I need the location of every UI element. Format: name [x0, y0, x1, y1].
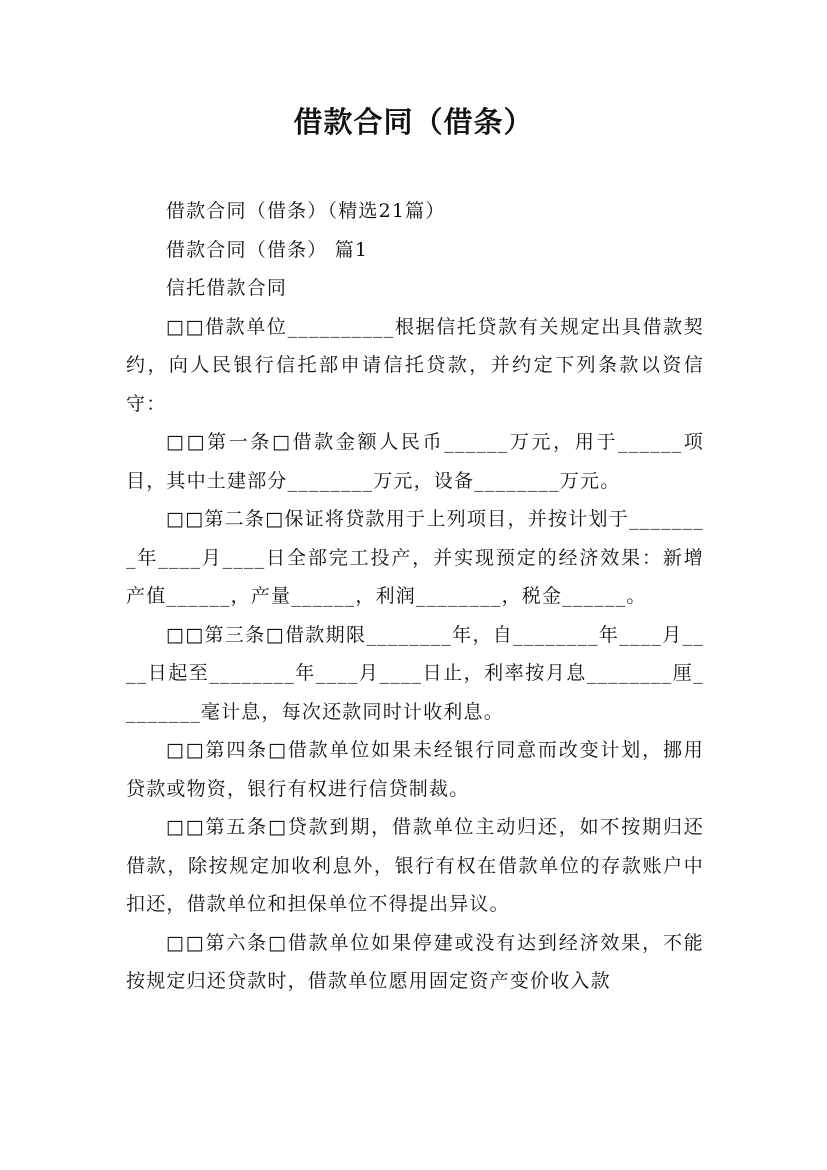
document-title: 借款合同（借条） — [293, 105, 534, 139]
paragraph-article-2: □□第二条□保证将贷款用于上列项目，并按计划于________年____月____日全部完工投产，并实现预定的经济效果：新增产值______，产量______，利润________，税金______。 — [126, 508, 704, 607]
paragraph-article-6: □□第六条□借款单位如果停建或没有达到经济效果，不能按规定归还贷款时，借款单位愿用固定资产变价收入款 — [126, 931, 704, 992]
paragraph-article-4: □□第四条□借款单位如果未经银行同意而改变计划，挪用贷款或物资，银行有权进行信贷制裁。 — [126, 739, 704, 800]
paragraph-heading: 借款合同（借条）（精选21篇） — [165, 200, 446, 222]
paragraph-preamble: □□借款单位__________根据信托贷款有关规定出具借款契约，向人民银行信托部申请信托贷款，并约定下列条款以资信守： — [126, 315, 704, 415]
paragraph-article-3: □□第三条□借款期限________年，自________年____月____日起至________年____月____日止，利率按月息________厘________毫计息，每次还款同时计收利息。 — [126, 623, 704, 723]
paragraph-article-5: □□第五条□贷款到期，借款单位主动归还，如不按期归还借款，除按规定加收利息外，银行有权在借款单位的存款账户中扣还，借款单位和担保单位不得提出异议。 — [126, 816, 704, 915]
paragraph-section-title: 借款合同（借条） 篇1 — [165, 238, 369, 261]
paragraph-article-1: □□第一条□借款金额人民币______万元，用于______项目，其中土建部分________万元，设备________万元。 — [126, 431, 704, 492]
document-body — [126, 192, 704, 1001]
paragraph-contract-name: 信托借款合同 — [165, 277, 288, 299]
